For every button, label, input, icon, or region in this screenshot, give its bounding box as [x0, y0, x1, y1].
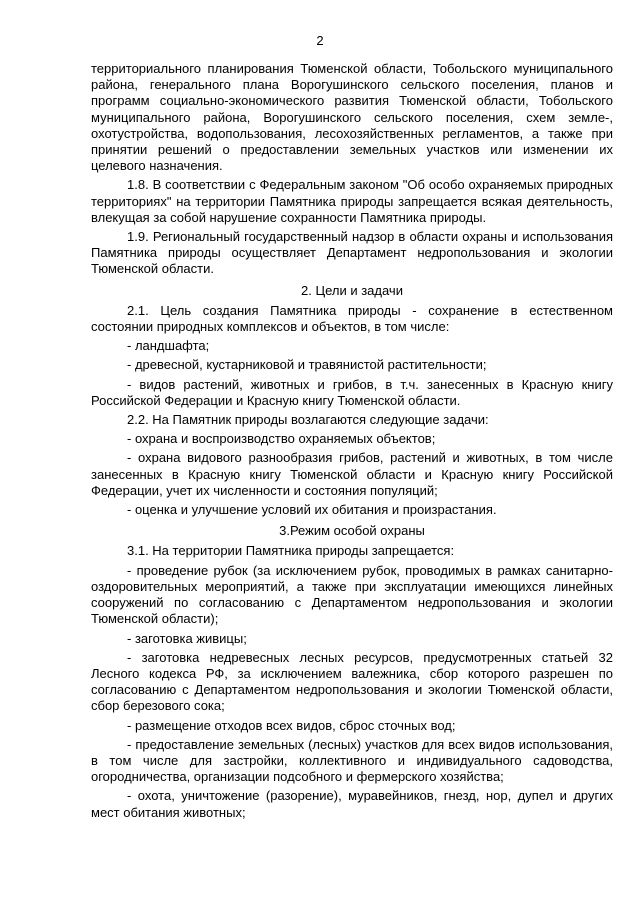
- paragraph: 3.1. На территории Памятника природы запрещается:: [127, 543, 455, 559]
- list-item: - заготовка живицы;: [127, 630, 247, 646]
- list-item: - охрана и воспроизводство охраняемых объектов;: [127, 431, 436, 447]
- list-item: - проведение рубок (за исключением рубок, проводимых в рамках санитарно-оздоровительных мероприятий, а также при эксплуатации имеющихся линейных сооружений по согласованию с Департаментом недропользования и экологии Тюменской области);: [91, 562, 613, 627]
- list-item: - ландшафта;: [127, 338, 210, 354]
- list-item: - охота, уничтожение (разорение), муравейников, гнезд, нор, дупел и других мест обитания животных;: [91, 788, 613, 820]
- section-heading: 3.Режим особой охраны: [279, 523, 425, 539]
- list-item: - заготовка недревесных лесных ресурсов, предусмотренных статьей 32 Лесного кодекса РФ, за исключением валежника, сбор которого разрешен по согласованию с Департаментом недропользования и экологии Тюменской области, сбор березового сока;: [91, 649, 613, 714]
- paragraph: 1.9. Региональный государственный надзор в области охраны и использования Памятника природы осуществляет Департамент недропользования и экологии Тюменской области.: [91, 229, 613, 277]
- paragraph: 2.1. Цель создания Памятника природы - сохранение в естественном состоянии природных комплексов и объектов, в том числе:: [91, 302, 613, 335]
- list-item: - охрана видового разнообразия грибов, растений и животных, в том числе занесенных в Красную книгу Тюменской области и Красную книгу Российской Федерации, учет их численности и состояния популяций;: [91, 450, 613, 498]
- paragraph: 2.2. На Памятник природы возлагаются следующие задачи:: [127, 412, 489, 428]
- list-item: - размещение отходов всех видов, сброс сточных вод;: [127, 717, 456, 733]
- list-item: - оценка и улучшение условий их обитания и произрастания.: [127, 502, 497, 518]
- document-body: [91, 61, 613, 821]
- list-item: - видов растений, животных и грибов, в т.ч. занесенных в Красную книгу Российской Федерации и Красную книгу Тюменской области.: [91, 376, 613, 408]
- paragraph: территориального планирования Тюменской области, Тобольского муниципального района, генерального плана Ворогушинского сельского поселения, планов и программ социально-экономического развития Тюменской области, Тобольского муниципального района, Ворогушинского сельского поселения, схем земле-, охотустройства, водопользования, лесохозяйственных регламентов, а также при принятии решений о предоставлении земельных участков или изменении их целевого назначения.: [91, 61, 613, 174]
- page-number: 2: [316, 33, 324, 48]
- section-heading: 2. Цели и задачи: [301, 282, 403, 298]
- list-item: - древесной, кустарниковой и травянистой растительности;: [127, 357, 487, 373]
- list-item: - предоставление земельных (лесных) участков для всех видов использования, в том числе для застройки, коллективного и индивидуального садоводства, огородничества, организации подсобного и фермерского хозяйства;: [91, 736, 613, 785]
- paragraph: 1.8. В соответствии с Федеральным законом "Об особо охраняемых природных территориях" на территории Памятника природы запрещается всякая деятельность, влекущая за собой нарушение сохранности Памятника природы.: [91, 177, 613, 225]
